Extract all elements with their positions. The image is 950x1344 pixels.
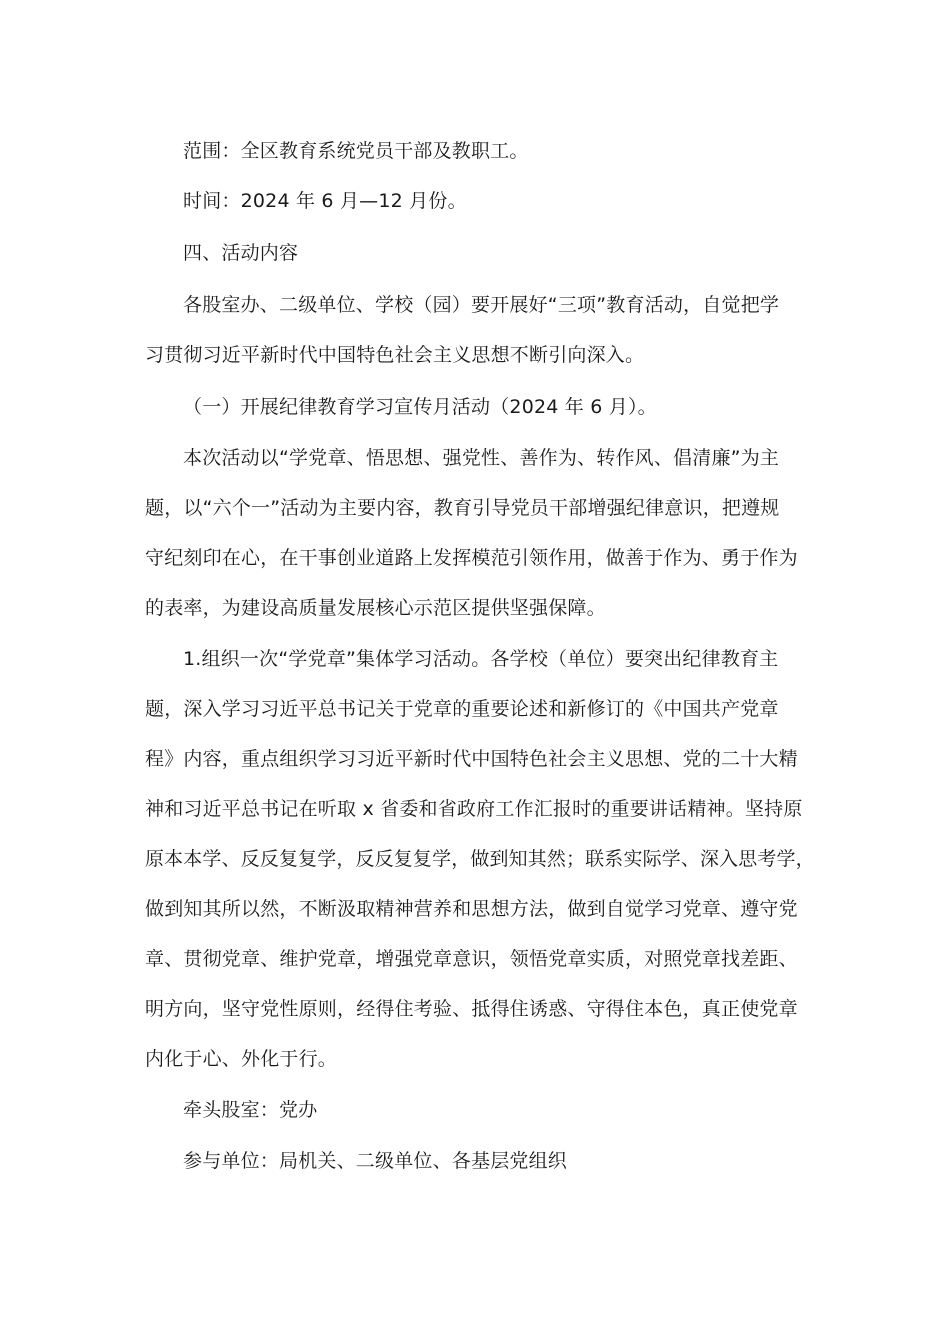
scope-line: 范围：全区教育系统党员干部及教职工。 [183,140,529,162]
para2-line: 内化于心、外化于行。 [145,1048,338,1070]
sub-heading: （一）开展纪律教育学习宣传月活动（2024 年 6 月）。 [183,396,657,418]
para2-line: 神和习近平总书记在听取 x 省委和省政府工作汇报时的重要讲话精神。坚持原 [145,798,803,820]
section-heading: 四、活动内容 [183,242,299,264]
para1-line: 守纪刻印在心，在干事创业道路上发挥模范引领作用，做善于作为、勇于作为 [145,547,798,569]
para1-line: 本次活动以“学党章、悟思想、强党性、善作为、转作风、倡清廉”为主 [183,447,780,469]
lead-dept-line: 牵头股室：党办 [183,1099,318,1121]
participants-line: 参与单位：局机关、二级单位、各基层党组织 [183,1150,568,1172]
para1-line: 题，以“六个一”活动为主要内容，教育引导党员干部增强纪律意识，把遵规 [145,497,780,519]
para1-line: 的表率，为建设高质量发展核心示范区提供坚强保障。 [145,597,606,619]
para2-line: 原本本学、反反复复学，反反复复学，做到知其然；联系实际学、深入思考学， [145,848,815,870]
para2-line: 做到知其所以然，不断汲取精神营养和思想方法，做到自觉学习党章、遵守党 [145,898,798,920]
intro-line: 各股室办、二级单位、学校（园）要开展好“三项”教育活动，自觉把学 [183,294,780,316]
para2-line: 程》内容，重点组织学习习近平新时代中国特色社会主义思想、党的二十大精 [145,748,798,770]
para2-line: 题，深入学习习近平总书记关于党章的重要论述和新修订的《中国共产党章 [145,698,779,720]
para2-line: 明方向，坚守党性原则，经得住考验、抵得住诱惑、守得住本色，真正使党章 [145,998,798,1020]
para2-line: 1.组织一次“学党章”集体学习活动。各学校（单位）要突出纪律教育主 [183,648,779,670]
time-line: 时间：2024 年 6 月—12 月份。 [183,190,467,212]
para2-line: 章、贯彻党章、维护党章，增强党章意识，领悟党章实质，对照党章找差距、 [145,948,798,970]
intro-line: 习贯彻习近平新时代中国特色社会主义思想不断引向深入。 [145,344,645,366]
